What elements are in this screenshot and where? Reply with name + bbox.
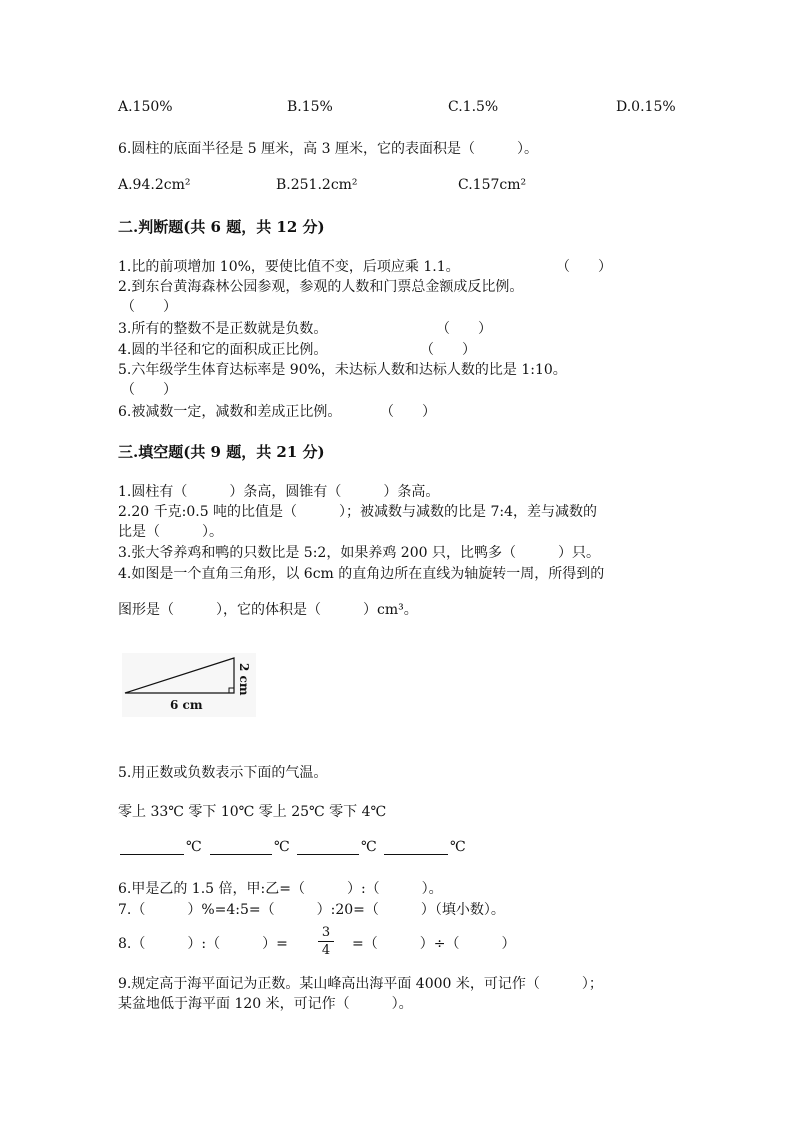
q6-question: 6.圆柱的底面半径是 5 厘米，高 3 厘米，它的表面积是（ ）。 bbox=[118, 141, 538, 157]
temp-blank-3[interactable] bbox=[297, 840, 359, 855]
temp-blank-2[interactable] bbox=[210, 840, 272, 855]
fill-q4-line1: 4.如图是一个直角三角形，以 6cm 的直角边所在直线为轴旋转一周，所得到的 bbox=[118, 566, 605, 582]
section-2-title: 二.判断题(共 6 题，共 12 分) bbox=[118, 218, 325, 236]
triangle-diagram bbox=[122, 653, 256, 717]
temp-unit-4: ℃ bbox=[450, 839, 466, 855]
fill-q5: 5.用正数或负数表示下面的气温。 bbox=[118, 765, 328, 781]
fill-q9-line2: 某盆地低于海平面 120 米，可记作（ ）。 bbox=[118, 996, 413, 1012]
fill-q8-fraction bbox=[318, 925, 334, 958]
section-3-title: 三.填空题(共 9 题，共 21 分) bbox=[118, 443, 325, 461]
fraction-denominator: 4 bbox=[321, 943, 331, 958]
right-triangle-figure bbox=[122, 653, 256, 717]
fill-q2-line2: 比是（ ）。 bbox=[118, 524, 223, 540]
temp-blank-1[interactable] bbox=[120, 840, 184, 855]
fill-q4-line2: 图形是（ ），它的体积是（ ）cm³。 bbox=[118, 602, 418, 618]
fill-q6: 6.甲是乙的 1.5 倍，甲:乙=（ ）:（ ）。 bbox=[118, 881, 443, 897]
temp-unit-3: ℃ bbox=[361, 839, 377, 855]
q5-option-a: A.150% bbox=[118, 99, 173, 115]
fill-q7: 7.（ ）%=4:5=（ ）:20=（ ）（填小数）。 bbox=[118, 902, 505, 918]
judge-paren-4[interactable]: （ ） bbox=[420, 342, 476, 358]
judge-item-1: 1.比的前项增加 10%，要使比值不变，后项应乘 1.1。 bbox=[118, 259, 460, 275]
right-angle-mark bbox=[229, 688, 234, 693]
temp-blank-4[interactable] bbox=[384, 840, 448, 855]
q6-option-c: C.157cm² bbox=[458, 177, 527, 193]
fill-q2-line1: 2.20 千克:0.5 吨的比值是（ ）；被减数与减数的比是 7:4，差与减数的 bbox=[118, 504, 598, 520]
q5-option-b: B.15% bbox=[287, 99, 333, 115]
fill-q3: 3.张大爷养鸡和鸭的只数比是 5:2，如果养鸡 200 只，比鸭多（ ）只。 bbox=[118, 545, 600, 561]
judge-paren-2[interactable]: （ ） bbox=[121, 299, 177, 315]
fill-q8-left: 8.（ ）:（ ）= bbox=[118, 936, 288, 952]
q5-option-c: C.1.5% bbox=[448, 99, 499, 115]
fill-q9-line1: 9.规定高于海平面记为正数。某山峰高出海平面 4000 米，可记作（ ）； bbox=[118, 976, 603, 992]
judge-item-4: 4.圆的半径和它的面积成正比例。 bbox=[118, 342, 328, 358]
judge-item-2: 2.到东台黄海森林公园参观，参观的人数和门票总金额成反比例。 bbox=[118, 279, 524, 295]
fraction-numerator: 3 bbox=[321, 925, 331, 940]
fill-q1: 1.圆柱有（ ）条高，圆锥有（ ）条高。 bbox=[118, 484, 440, 500]
fill-q5-temperatures: 零上 33℃ 零下 10℃ 零上 25℃ 零下 4℃ bbox=[118, 804, 387, 820]
judge-item-6: 6.被减数一定，减数和差成正比例。 bbox=[118, 404, 342, 420]
judge-paren-3[interactable]: （ ） bbox=[436, 321, 492, 337]
temp-unit-1: ℃ bbox=[186, 839, 202, 855]
q6-option-b: B.251.2cm² bbox=[276, 177, 358, 193]
triangle-shape bbox=[125, 658, 234, 693]
base-label: 6 cm bbox=[170, 698, 203, 712]
judge-paren-1[interactable]: （ ） bbox=[556, 259, 612, 275]
q6-option-a: A.94.2cm² bbox=[118, 177, 191, 193]
judge-paren-5[interactable]: （ ） bbox=[121, 382, 177, 398]
temp-unit-2: ℃ bbox=[274, 839, 290, 855]
height-label: 2 cm bbox=[237, 663, 251, 696]
judge-item-5: 5.六年级学生体育达标率是 90%，未达标人数和达标人数的比是 1:10。 bbox=[118, 362, 567, 378]
fraction-bar bbox=[318, 941, 334, 942]
judge-item-3: 3.所有的整数不是正数就是负数。 bbox=[118, 321, 328, 337]
fill-q8-right: =（ ）÷（ ） bbox=[352, 936, 516, 952]
q5-option-d: D.0.15% bbox=[616, 99, 676, 115]
judge-paren-6[interactable]: （ ） bbox=[380, 404, 436, 420]
